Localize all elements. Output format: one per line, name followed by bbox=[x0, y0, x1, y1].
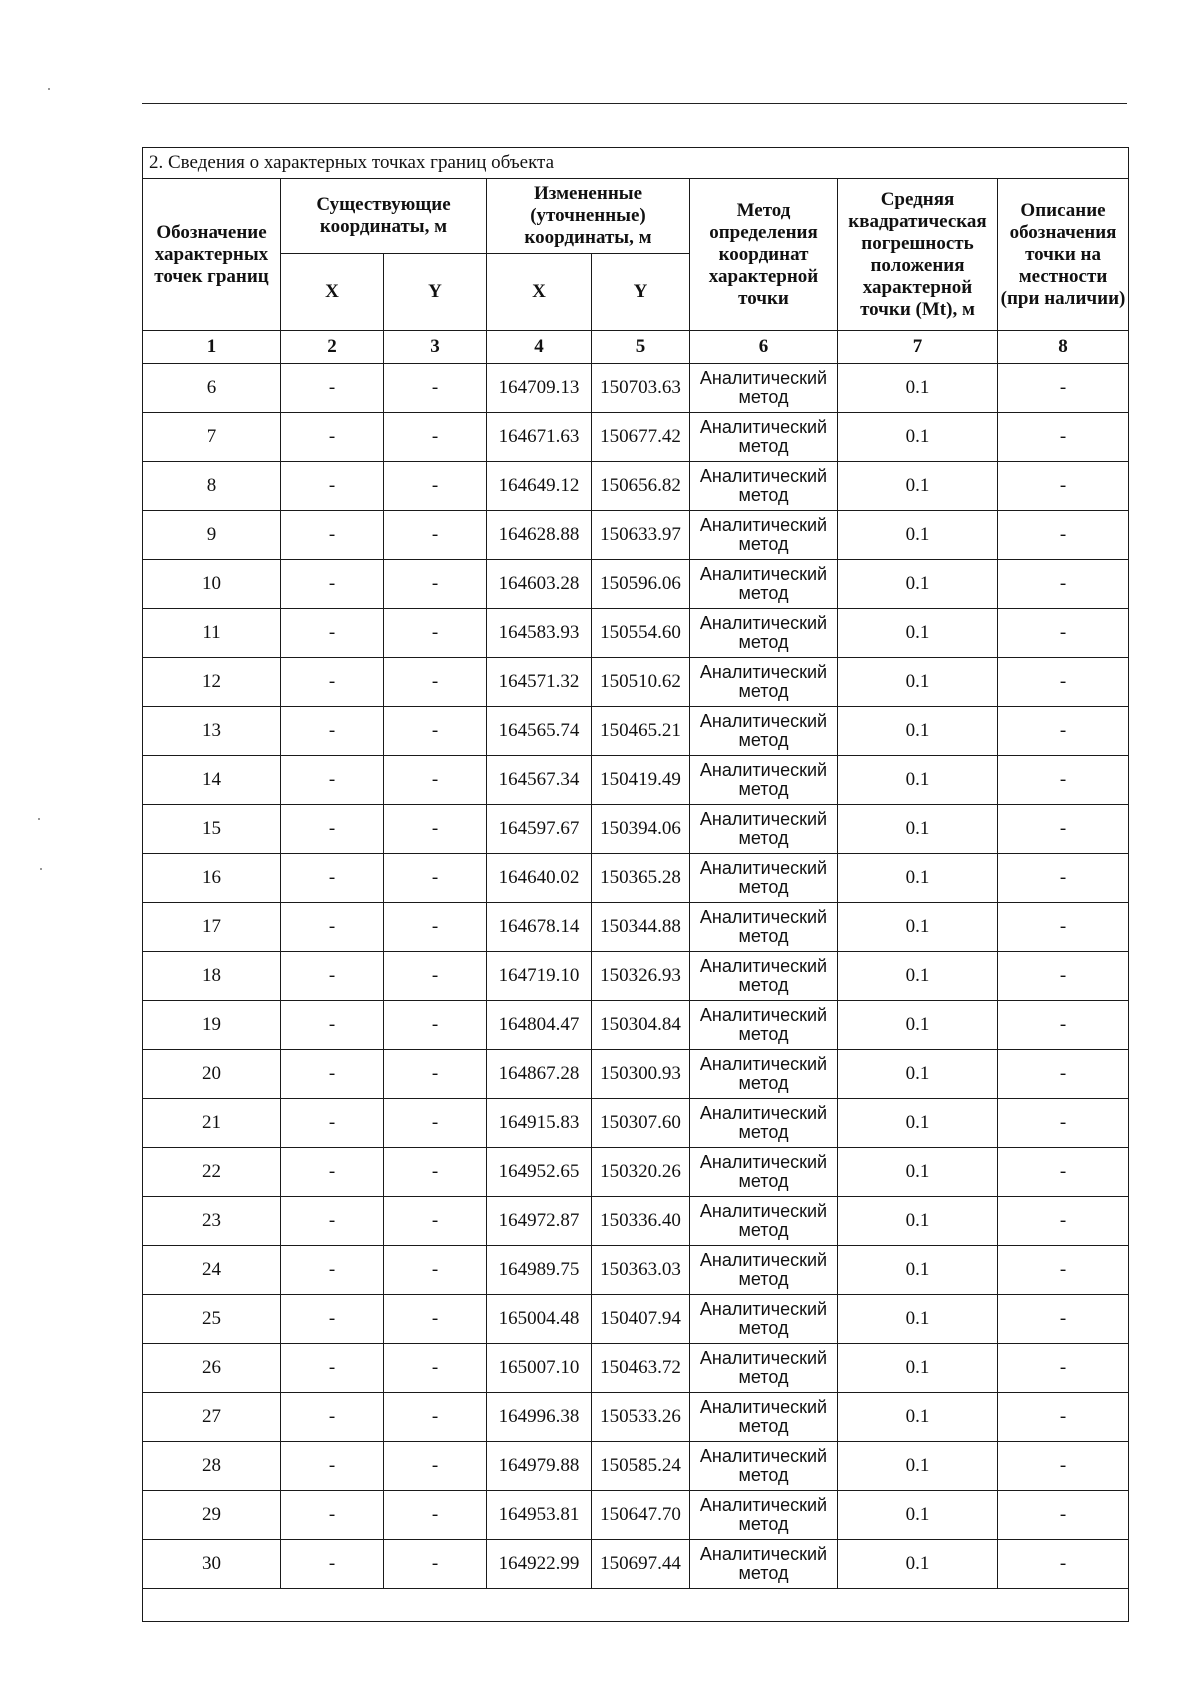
header-existing-y: Y bbox=[384, 254, 487, 331]
column-number: 6 bbox=[690, 331, 838, 364]
cell-mt: 0.1 bbox=[838, 1050, 998, 1099]
cell-description: - bbox=[998, 1050, 1129, 1099]
cell-existing-x: - bbox=[281, 1491, 384, 1540]
cell-mt: 0.1 bbox=[838, 511, 998, 560]
cell-mt: 0.1 bbox=[838, 854, 998, 903]
cell-mt: 0.1 bbox=[838, 1099, 998, 1148]
cell-description: - bbox=[998, 1295, 1129, 1344]
cell-changed-x: 164678.14 bbox=[487, 903, 592, 952]
table-row bbox=[143, 1540, 1129, 1589]
header-point: Обозначение характерных точек границ bbox=[143, 179, 281, 331]
cell-description: - bbox=[998, 805, 1129, 854]
cell-existing-x: - bbox=[281, 511, 384, 560]
cell-existing-y: - bbox=[384, 658, 487, 707]
cell-existing-y: - bbox=[384, 1050, 487, 1099]
cell-changed-y: 150463.72 bbox=[592, 1344, 690, 1393]
cell-existing-y: - bbox=[384, 1246, 487, 1295]
column-numbers-row bbox=[143, 331, 1129, 364]
cell-description: - bbox=[998, 1491, 1129, 1540]
cell-changed-x: 164597.67 bbox=[487, 805, 592, 854]
cell-method: Аналитический метод bbox=[690, 560, 838, 609]
cell-description: - bbox=[998, 1001, 1129, 1050]
cell-existing-y: - bbox=[384, 1197, 487, 1246]
cell-description: - bbox=[998, 756, 1129, 805]
cell-changed-x: 164953.81 bbox=[487, 1491, 592, 1540]
cell-existing-y: - bbox=[384, 1344, 487, 1393]
table-row bbox=[143, 952, 1129, 1001]
table-row bbox=[143, 658, 1129, 707]
cell-description: - bbox=[998, 1540, 1129, 1589]
cell-description: - bbox=[998, 560, 1129, 609]
cell-mt: 0.1 bbox=[838, 707, 998, 756]
table-row bbox=[143, 1148, 1129, 1197]
header-method: Метод определения координат характерной точки bbox=[690, 179, 838, 331]
cell-description: - bbox=[998, 462, 1129, 511]
table-row bbox=[143, 1393, 1129, 1442]
cell-description: - bbox=[998, 1197, 1129, 1246]
cell-description: - bbox=[998, 1442, 1129, 1491]
cell-changed-x: 164972.87 bbox=[487, 1197, 592, 1246]
cell-method: Аналитический метод bbox=[690, 1148, 838, 1197]
cell-mt: 0.1 bbox=[838, 952, 998, 1001]
cell-method: Аналитический метод bbox=[690, 1197, 838, 1246]
cell-method: Аналитический метод bbox=[690, 364, 838, 413]
cell-point: 26 bbox=[143, 1344, 281, 1393]
cell-existing-y: - bbox=[384, 560, 487, 609]
table-row bbox=[143, 462, 1129, 511]
cell-changed-x: 164989.75 bbox=[487, 1246, 592, 1295]
cell-changed-x: 164628.88 bbox=[487, 511, 592, 560]
cell-changed-y: 150703.63 bbox=[592, 364, 690, 413]
cell-existing-y: - bbox=[384, 364, 487, 413]
cell-method: Аналитический метод bbox=[690, 609, 838, 658]
cell-point: 13 bbox=[143, 707, 281, 756]
cell-method: Аналитический метод bbox=[690, 952, 838, 1001]
cell-existing-x: - bbox=[281, 1540, 384, 1589]
cell-existing-y: - bbox=[384, 462, 487, 511]
cell-point: 16 bbox=[143, 854, 281, 903]
cell-changed-x: 165007.10 bbox=[487, 1344, 592, 1393]
cell-changed-y: 150647.70 bbox=[592, 1491, 690, 1540]
cell-existing-x: - bbox=[281, 658, 384, 707]
cell-point: 18 bbox=[143, 952, 281, 1001]
cell-changed-x: 164671.63 bbox=[487, 413, 592, 462]
cell-description: - bbox=[998, 658, 1129, 707]
header-changed-x: X bbox=[487, 254, 592, 331]
cell-method: Аналитический метод bbox=[690, 1099, 838, 1148]
page-top-rule bbox=[142, 103, 1127, 104]
cell-changed-y: 150697.44 bbox=[592, 1540, 690, 1589]
table-row bbox=[143, 1344, 1129, 1393]
cell-changed-y: 150326.93 bbox=[592, 952, 690, 1001]
cell-point: 28 bbox=[143, 1442, 281, 1491]
table-row bbox=[143, 413, 1129, 462]
cell-changed-x: 164867.28 bbox=[487, 1050, 592, 1099]
cell-changed-x: 164709.13 bbox=[487, 364, 592, 413]
table-row bbox=[143, 707, 1129, 756]
cell-existing-y: - bbox=[384, 1148, 487, 1197]
cell-point: 25 bbox=[143, 1295, 281, 1344]
header-changed-coords: Измененные (уточненные) координаты, м bbox=[487, 179, 690, 254]
table-row bbox=[143, 1491, 1129, 1540]
column-number: 2 bbox=[281, 331, 384, 364]
section-title: 2. Сведения о характерных точках границ объекта bbox=[143, 148, 1129, 179]
cell-existing-x: - bbox=[281, 609, 384, 658]
cell-point: 22 bbox=[143, 1148, 281, 1197]
cell-changed-y: 150394.06 bbox=[592, 805, 690, 854]
cell-method: Аналитический метод bbox=[690, 1442, 838, 1491]
cell-existing-y: - bbox=[384, 1393, 487, 1442]
cell-existing-x: - bbox=[281, 1099, 384, 1148]
cell-mt: 0.1 bbox=[838, 1393, 998, 1442]
cell-mt: 0.1 bbox=[838, 560, 998, 609]
cell-description: - bbox=[998, 952, 1129, 1001]
cell-existing-y: - bbox=[384, 952, 487, 1001]
cell-point: 14 bbox=[143, 756, 281, 805]
cell-point: 27 bbox=[143, 1393, 281, 1442]
column-number: 3 bbox=[384, 331, 487, 364]
cell-existing-x: - bbox=[281, 903, 384, 952]
cell-existing-y: - bbox=[384, 1442, 487, 1491]
cell-mt: 0.1 bbox=[838, 756, 998, 805]
cell-changed-y: 150554.60 bbox=[592, 609, 690, 658]
cell-changed-y: 150307.60 bbox=[592, 1099, 690, 1148]
cell-changed-x: 165004.48 bbox=[487, 1295, 592, 1344]
cell-changed-x: 164571.32 bbox=[487, 658, 592, 707]
cell-changed-y: 150656.82 bbox=[592, 462, 690, 511]
cell-description: - bbox=[998, 903, 1129, 952]
cell-method: Аналитический метод bbox=[690, 1001, 838, 1050]
table-row bbox=[143, 364, 1129, 413]
cell-changed-y: 150465.21 bbox=[592, 707, 690, 756]
header-changed-y: Y bbox=[592, 254, 690, 331]
cell-mt: 0.1 bbox=[838, 1442, 998, 1491]
cell-changed-y: 150344.88 bbox=[592, 903, 690, 952]
cell-description: - bbox=[998, 511, 1129, 560]
cell-point: 30 bbox=[143, 1540, 281, 1589]
cell-existing-x: - bbox=[281, 1197, 384, 1246]
cell-mt: 0.1 bbox=[838, 1197, 998, 1246]
table-row bbox=[143, 1442, 1129, 1491]
cell-method: Аналитический метод bbox=[690, 1050, 838, 1099]
cell-changed-x: 164649.12 bbox=[487, 462, 592, 511]
cell-existing-x: - bbox=[281, 707, 384, 756]
cell-existing-y: - bbox=[384, 609, 487, 658]
cell-point: 21 bbox=[143, 1099, 281, 1148]
cell-point: 17 bbox=[143, 903, 281, 952]
table-row bbox=[143, 805, 1129, 854]
cell-changed-y: 150300.93 bbox=[592, 1050, 690, 1099]
cell-changed-y: 150677.42 bbox=[592, 413, 690, 462]
cell-description: - bbox=[998, 1148, 1129, 1197]
cell-changed-y: 150533.26 bbox=[592, 1393, 690, 1442]
cell-existing-x: - bbox=[281, 364, 384, 413]
cell-existing-x: - bbox=[281, 854, 384, 903]
cell-existing-y: - bbox=[384, 903, 487, 952]
cell-method: Аналитический метод bbox=[690, 658, 838, 707]
cell-method: Аналитический метод bbox=[690, 1540, 838, 1589]
cell-existing-x: - bbox=[281, 1246, 384, 1295]
cell-changed-x: 164567.34 bbox=[487, 756, 592, 805]
table-row bbox=[143, 1246, 1129, 1295]
cell-point: 7 bbox=[143, 413, 281, 462]
cell-changed-y: 150365.28 bbox=[592, 854, 690, 903]
header-existing-x: X bbox=[281, 254, 384, 331]
cell-changed-y: 150304.84 bbox=[592, 1001, 690, 1050]
cell-point: 29 bbox=[143, 1491, 281, 1540]
table-row bbox=[143, 1099, 1129, 1148]
cell-mt: 0.1 bbox=[838, 1001, 998, 1050]
cell-mt: 0.1 bbox=[838, 364, 998, 413]
table-row bbox=[143, 1295, 1129, 1344]
cell-changed-x: 164603.28 bbox=[487, 560, 592, 609]
cell-changed-y: 150336.40 bbox=[592, 1197, 690, 1246]
cell-existing-y: - bbox=[384, 756, 487, 805]
scan-speck bbox=[48, 88, 50, 90]
cell-point: 6 bbox=[143, 364, 281, 413]
cell-existing-y: - bbox=[384, 854, 487, 903]
cell-existing-y: - bbox=[384, 511, 487, 560]
column-number: 8 bbox=[998, 331, 1129, 364]
cell-point: 24 bbox=[143, 1246, 281, 1295]
column-number: 7 bbox=[838, 331, 998, 364]
cell-existing-y: - bbox=[384, 1491, 487, 1540]
cell-changed-y: 150633.97 bbox=[592, 511, 690, 560]
cell-method: Аналитический метод bbox=[690, 756, 838, 805]
table-row bbox=[143, 854, 1129, 903]
cell-existing-x: - bbox=[281, 1295, 384, 1344]
cell-changed-x: 164804.47 bbox=[487, 1001, 592, 1050]
cell-existing-y: - bbox=[384, 707, 487, 756]
cell-changed-x: 164922.99 bbox=[487, 1540, 592, 1589]
table-row bbox=[143, 560, 1129, 609]
table-row bbox=[143, 903, 1129, 952]
cell-method: Аналитический метод bbox=[690, 1344, 838, 1393]
table-row bbox=[143, 1001, 1129, 1050]
cell-changed-y: 150363.03 bbox=[592, 1246, 690, 1295]
cell-changed-y: 150320.26 bbox=[592, 1148, 690, 1197]
cell-point: 10 bbox=[143, 560, 281, 609]
boundary-points-table bbox=[142, 147, 1129, 1622]
cell-changed-y: 150407.94 bbox=[592, 1295, 690, 1344]
scan-speck bbox=[40, 868, 42, 870]
cell-mt: 0.1 bbox=[838, 413, 998, 462]
cell-mt: 0.1 bbox=[838, 1344, 998, 1393]
cell-description: - bbox=[998, 1393, 1129, 1442]
cell-mt: 0.1 bbox=[838, 1148, 998, 1197]
cell-mt: 0.1 bbox=[838, 658, 998, 707]
cell-mt: 0.1 bbox=[838, 609, 998, 658]
cell-method: Аналитический метод bbox=[690, 707, 838, 756]
cell-existing-x: - bbox=[281, 1001, 384, 1050]
cell-changed-x: 164719.10 bbox=[487, 952, 592, 1001]
cell-description: - bbox=[998, 1246, 1129, 1295]
table-row bbox=[143, 756, 1129, 805]
cell-changed-x: 164583.93 bbox=[487, 609, 592, 658]
cell-method: Аналитический метод bbox=[690, 413, 838, 462]
boundary-points-sheet bbox=[142, 147, 1128, 1622]
cell-existing-y: - bbox=[384, 1540, 487, 1589]
cell-changed-x: 164915.83 bbox=[487, 1099, 592, 1148]
cell-existing-y: - bbox=[384, 413, 487, 462]
cell-point: 9 bbox=[143, 511, 281, 560]
cell-method: Аналитический метод bbox=[690, 1393, 838, 1442]
column-number: 4 bbox=[487, 331, 592, 364]
cell-existing-x: - bbox=[281, 560, 384, 609]
empty-cell bbox=[143, 1589, 1129, 1622]
cell-existing-x: - bbox=[281, 1442, 384, 1491]
header-description: Описание обозначения точки на местности (при наличии) bbox=[998, 179, 1129, 331]
cell-mt: 0.1 bbox=[838, 1246, 998, 1295]
cell-existing-y: - bbox=[384, 1001, 487, 1050]
cell-changed-x: 164565.74 bbox=[487, 707, 592, 756]
cell-description: - bbox=[998, 1344, 1129, 1393]
cell-changed-x: 164996.38 bbox=[487, 1393, 592, 1442]
cell-point: 23 bbox=[143, 1197, 281, 1246]
cell-method: Аналитический метод bbox=[690, 903, 838, 952]
table-header bbox=[143, 148, 1129, 364]
cell-changed-x: 164952.65 bbox=[487, 1148, 592, 1197]
cell-existing-x: - bbox=[281, 952, 384, 1001]
cell-mt: 0.1 bbox=[838, 903, 998, 952]
cell-existing-x: - bbox=[281, 756, 384, 805]
cell-description: - bbox=[998, 707, 1129, 756]
cell-point: 11 bbox=[143, 609, 281, 658]
header-existing-coords: Существующие координаты, м bbox=[281, 179, 487, 254]
cell-mt: 0.1 bbox=[838, 1295, 998, 1344]
cell-point: 8 bbox=[143, 462, 281, 511]
table-row bbox=[143, 511, 1129, 560]
cell-changed-y: 150596.06 bbox=[592, 560, 690, 609]
column-number: 5 bbox=[592, 331, 690, 364]
cell-existing-y: - bbox=[384, 1099, 487, 1148]
cell-method: Аналитический метод bbox=[690, 511, 838, 560]
cell-existing-y: - bbox=[384, 1295, 487, 1344]
cell-point: 12 bbox=[143, 658, 281, 707]
table-row bbox=[143, 609, 1129, 658]
cell-mt: 0.1 bbox=[838, 805, 998, 854]
cell-changed-x: 164640.02 bbox=[487, 854, 592, 903]
cell-existing-x: - bbox=[281, 1393, 384, 1442]
cell-existing-x: - bbox=[281, 805, 384, 854]
cell-changed-y: 150419.49 bbox=[592, 756, 690, 805]
cell-mt: 0.1 bbox=[838, 462, 998, 511]
cell-description: - bbox=[998, 413, 1129, 462]
scan-speck bbox=[38, 818, 40, 820]
cell-changed-x: 164979.88 bbox=[487, 1442, 592, 1491]
table-body bbox=[143, 364, 1129, 1589]
cell-existing-x: - bbox=[281, 413, 384, 462]
table-row bbox=[143, 1050, 1129, 1099]
cell-point: 15 bbox=[143, 805, 281, 854]
cell-point: 19 bbox=[143, 1001, 281, 1050]
cell-description: - bbox=[998, 609, 1129, 658]
column-number: 1 bbox=[143, 331, 281, 364]
cell-existing-x: - bbox=[281, 462, 384, 511]
cell-existing-x: - bbox=[281, 1148, 384, 1197]
cell-description: - bbox=[998, 854, 1129, 903]
table-row bbox=[143, 1197, 1129, 1246]
cell-mt: 0.1 bbox=[838, 1540, 998, 1589]
cell-existing-x: - bbox=[281, 1344, 384, 1393]
header-error: Средняя квадратическая погрешность положения характерной точки (Mt), м bbox=[838, 179, 998, 331]
cell-method: Аналитический метод bbox=[690, 1295, 838, 1344]
cell-changed-y: 150585.24 bbox=[592, 1442, 690, 1491]
cell-description: - bbox=[998, 1099, 1129, 1148]
cell-changed-y: 150510.62 bbox=[592, 658, 690, 707]
empty-footer-row bbox=[143, 1589, 1129, 1622]
cell-method: Аналитический метод bbox=[690, 462, 838, 511]
cell-existing-y: - bbox=[384, 805, 487, 854]
cell-point: 20 bbox=[143, 1050, 281, 1099]
cell-method: Аналитический метод bbox=[690, 1246, 838, 1295]
cell-method: Аналитический метод bbox=[690, 805, 838, 854]
cell-existing-x: - bbox=[281, 1050, 384, 1099]
cell-mt: 0.1 bbox=[838, 1491, 998, 1540]
cell-method: Аналитический метод bbox=[690, 854, 838, 903]
cell-description: - bbox=[998, 364, 1129, 413]
cell-method: Аналитический метод bbox=[690, 1491, 838, 1540]
